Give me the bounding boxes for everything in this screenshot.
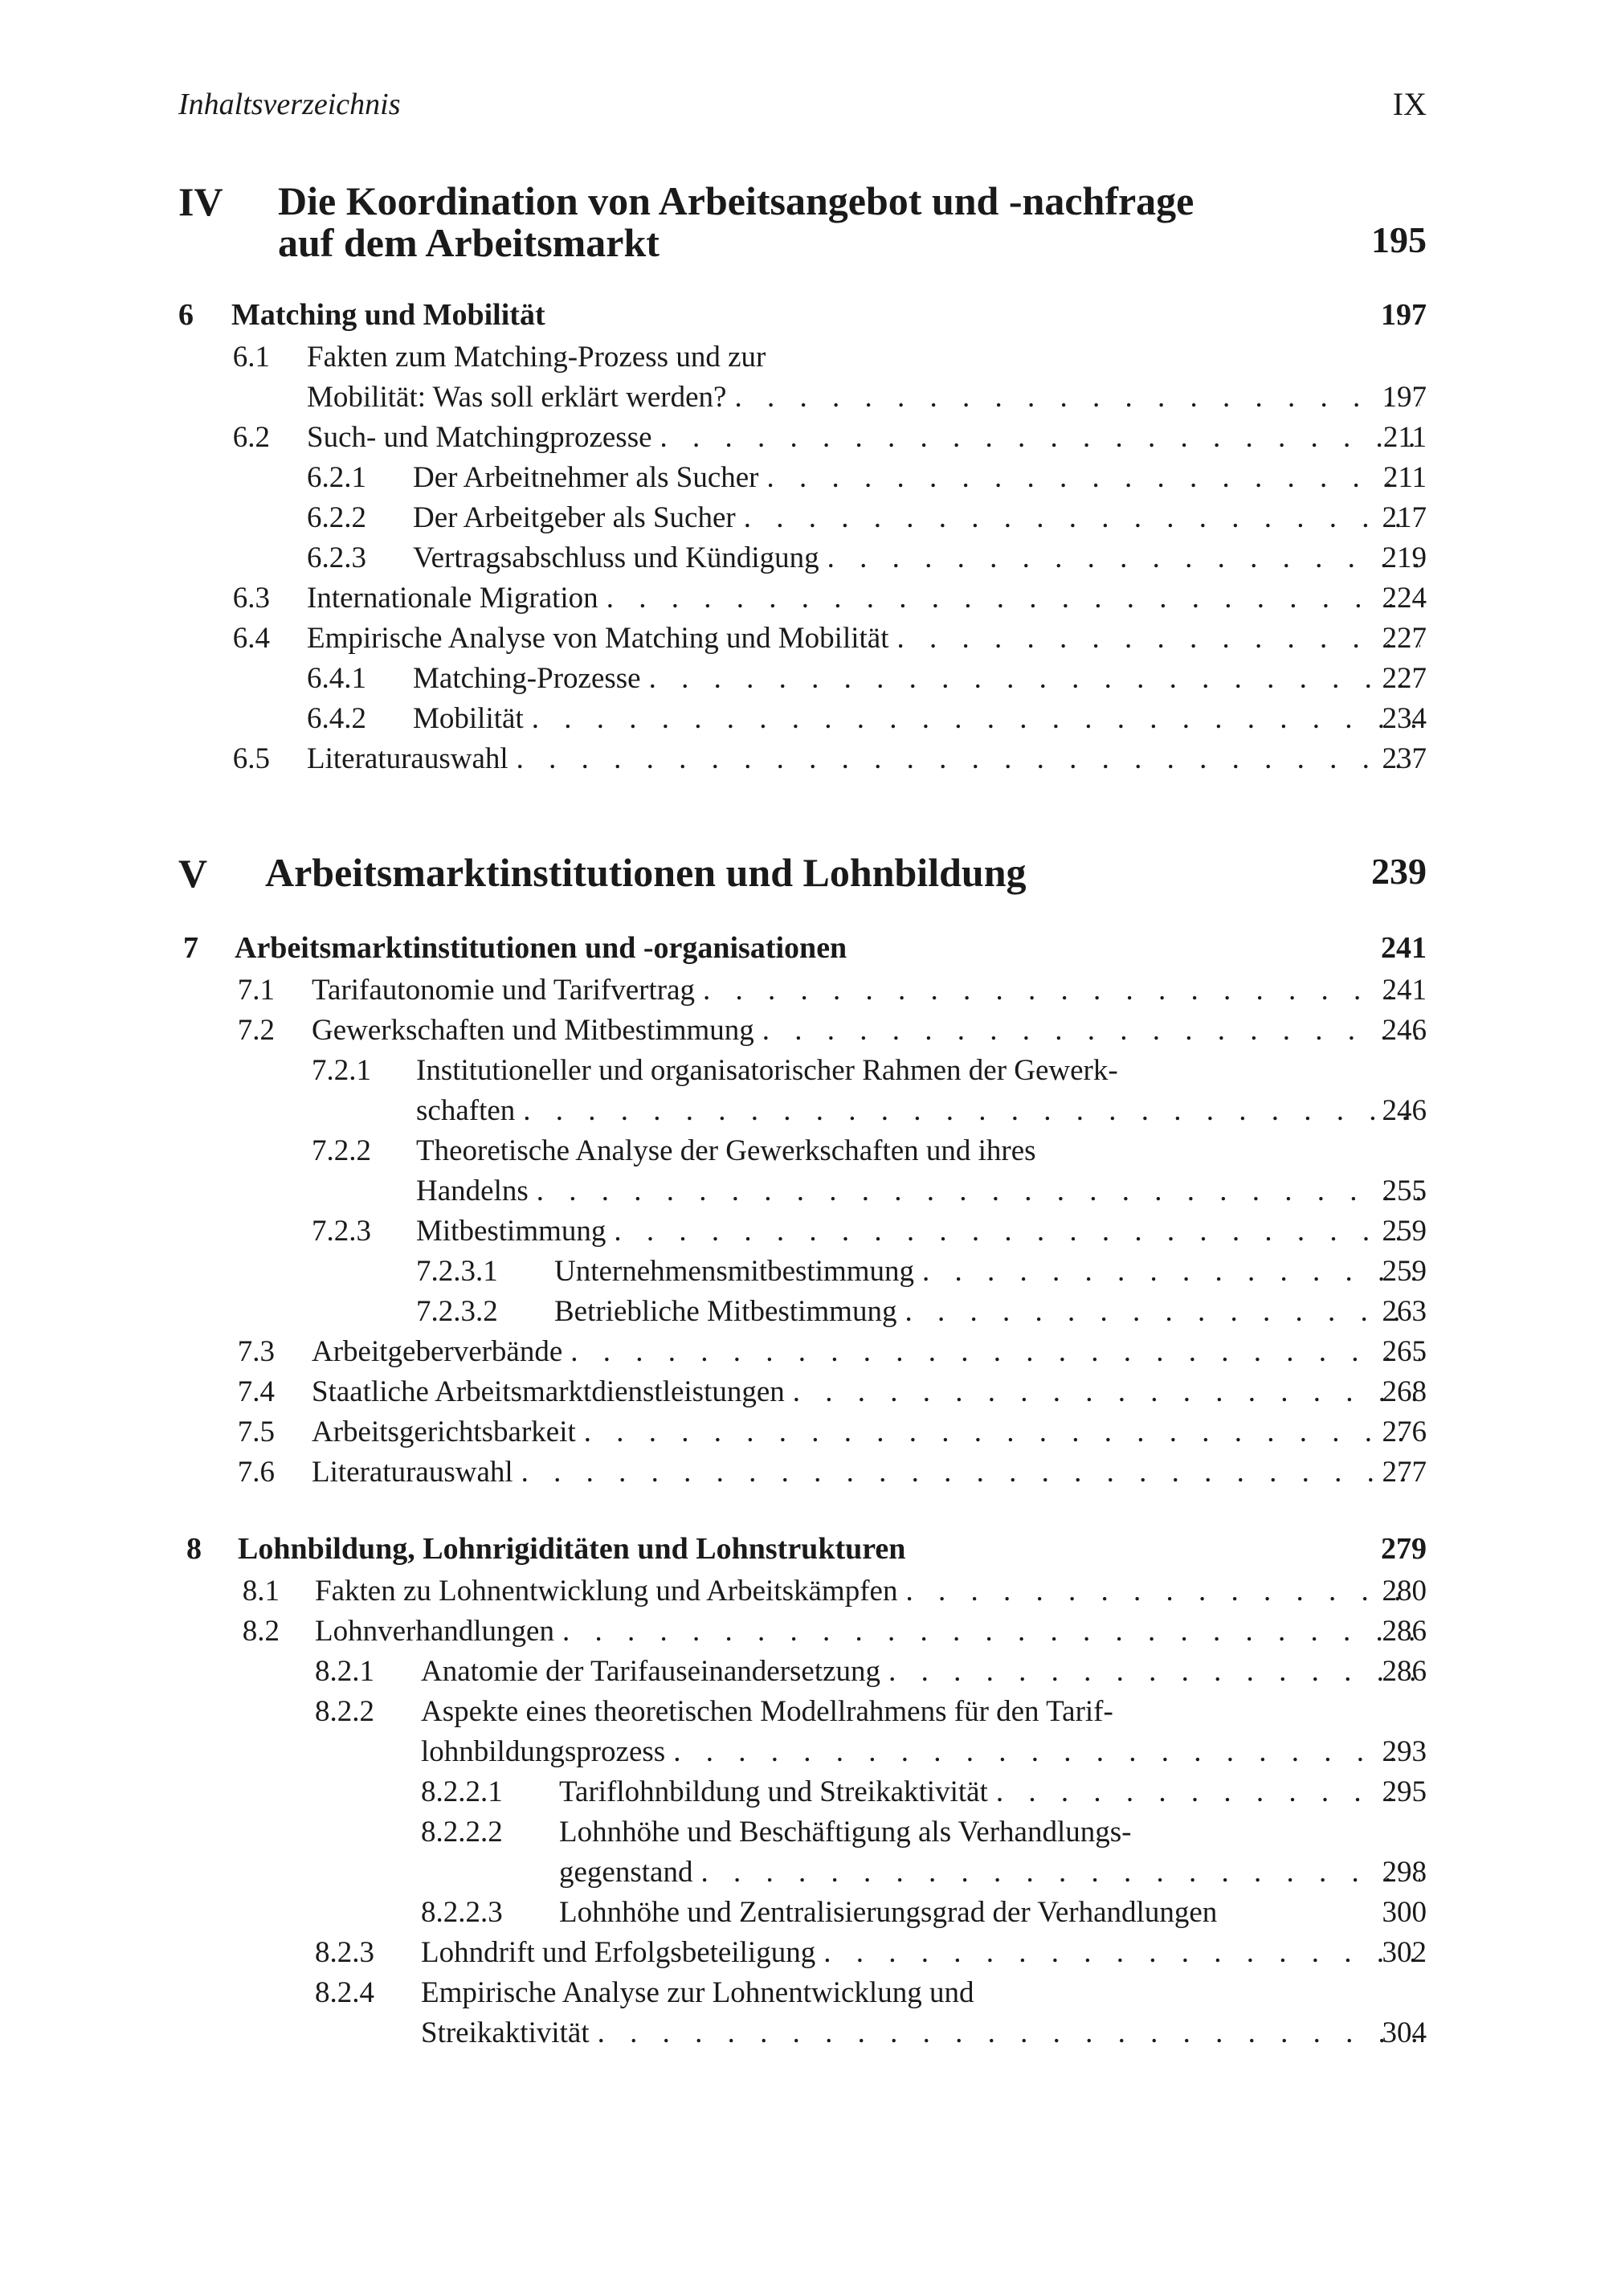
entry-number: 6.3 (232, 582, 270, 615)
entry-title: Such- und Matchingprozesse (307, 421, 652, 454)
entry-number: 7.2 (237, 1014, 275, 1047)
page-number: IX (1392, 86, 1427, 122)
entry-title: lohnbildungsprozess (421, 1735, 666, 1768)
entry-page: 259 (1382, 1255, 1427, 1288)
entry-number: 7.2.1 (312, 1054, 371, 1087)
entry-page: 241 (1382, 974, 1427, 1007)
entry-title-line1: Aspekte eines theoretischen Modellrahmens für den Tarif- (421, 1695, 1113, 1728)
entry-number: 7.2.2 (312, 1134, 371, 1167)
entry-page: 286 (1382, 1615, 1427, 1648)
entry-number: 7.6 (237, 1456, 275, 1489)
dot-leader (532, 699, 1420, 739)
dot-leader (570, 1332, 1420, 1372)
dot-leader (888, 1652, 1420, 1692)
chapter-title: Matching und Mobilität (231, 298, 545, 332)
entry-number: 7.2.3 (312, 1215, 371, 1248)
entry-title: schaften (416, 1094, 516, 1127)
entry-title: Staatliche Arbeitsmarktdienstleistungen (312, 1375, 785, 1408)
entry-title: Arbeitsgerichtsbarkeit (312, 1416, 576, 1448)
entry-page: 276 (1382, 1416, 1427, 1448)
chapter-6 (0, 297, 1613, 337)
entry-title: Der Arbeitnehmer als Sucher (413, 461, 759, 494)
entry-page: 211 (1382, 461, 1427, 494)
entry-page: 197 (1382, 381, 1427, 414)
dot-leader (673, 1732, 1420, 1772)
entry-number: 6.4.1 (307, 662, 366, 695)
dot-leader (703, 970, 1420, 1011)
entry-title: Streikaktivität (421, 2016, 590, 2049)
entry-title: Literaturauswahl (307, 742, 508, 775)
part-page: 195 (1371, 219, 1427, 260)
entry-title: Gewerkschaften und Mitbestimmung (312, 1014, 754, 1047)
entry-title: Lohnverhandlungen (315, 1615, 554, 1648)
chapter-number: 7 (183, 931, 198, 965)
entry-title-line1: Lohnhöhe und Beschäftigung als Verhandlungs- (559, 1816, 1132, 1849)
dot-leader (606, 578, 1420, 619)
entry-page: 234 (1382, 702, 1427, 735)
entry-page: 217 (1382, 501, 1427, 534)
entry-number: 7.2.3.2 (416, 1295, 498, 1328)
entry-page: 277 (1382, 1456, 1427, 1489)
entry-title-line1: Theoretische Analyse der Gewerkschaften und ihres (416, 1134, 1036, 1167)
part-number: V (178, 851, 208, 896)
dot-leader (700, 1853, 1420, 1893)
dot-leader (517, 739, 1420, 779)
entry-number: 6.1 (232, 341, 270, 374)
chapter-page: 279 (1381, 1532, 1427, 1566)
chapter-page: 197 (1381, 298, 1427, 332)
entry-title: Anatomie der Tarifauseinandersetzung (421, 1655, 881, 1688)
entry-title: gegenstand (559, 1856, 693, 1889)
entry-page: 246 (1382, 1094, 1427, 1127)
entry-number: 7.2.3.1 (416, 1255, 498, 1288)
chapter-8 (0, 1531, 1613, 1571)
entry-title: Empirische Analyse von Matching und Mobilität (307, 622, 889, 655)
entry-number: 7.4 (237, 1375, 275, 1408)
entry-title: Mitbestimmung (416, 1215, 606, 1248)
chapter-title: Arbeitsmarktinstitutionen und -organisationen (235, 931, 847, 965)
part-title-line2: auf dem Arbeitsmarkt (278, 220, 659, 265)
dot-leader (744, 498, 1420, 538)
entry-page: 286 (1382, 1655, 1427, 1688)
entry-number: 6.2.2 (307, 501, 366, 534)
entry-page: 259 (1382, 1215, 1427, 1248)
dot-leader (762, 1011, 1420, 1051)
entry-number: 7.1 (237, 974, 275, 1007)
entry-number: 6.5 (232, 742, 270, 775)
entry-title: Mobilität (413, 702, 524, 735)
entry-number: 8.2.2.2 (421, 1816, 503, 1849)
entry-number: 8.2.3 (315, 1936, 374, 1969)
entry-title-line1: Fakten zum Matching-Prozess und zur (307, 341, 766, 374)
dot-leader (996, 1772, 1420, 1812)
dot-leader (734, 378, 1420, 418)
entry-number: 6.2.1 (307, 461, 366, 494)
dot-leader (598, 2013, 1420, 2053)
entry-title-line1: Institutioneller und organisatorischer Rahmen der Gewerk- (416, 1054, 1118, 1087)
entry-page: 268 (1382, 1375, 1427, 1408)
entry-number: 6.4.2 (307, 702, 366, 735)
chapter-number: 6 (178, 298, 194, 332)
dot-leader (537, 1171, 1420, 1211)
entry-page: 227 (1382, 662, 1427, 695)
entry-number: 7.5 (237, 1416, 275, 1448)
entry-page: 280 (1382, 1575, 1427, 1608)
part-title-line1: Die Koordination von Arbeitsangebot und -nachfrage (278, 178, 1194, 223)
entry-page: 263 (1382, 1295, 1427, 1328)
part-page: 239 (1371, 851, 1427, 892)
entry-number: 8.2.2 (315, 1695, 374, 1728)
entry-number: 8.2.1 (315, 1655, 374, 1688)
entry-title: Lohndrift und Erfolgsbeteiligung (421, 1936, 816, 1969)
entry-number: 6.2.3 (307, 541, 366, 574)
entry-title: Tarifautonomie und Tarifvertrag (312, 974, 696, 1007)
entry-page: 293 (1382, 1735, 1427, 1768)
entry-number: 8.1 (242, 1575, 280, 1608)
dot-leader (896, 619, 1420, 659)
dot-leader (793, 1372, 1420, 1412)
entry-title: Lohnhöhe und Zentralisierungsgrad der Verhandlungen (559, 1896, 1218, 1929)
entry-title: Handelns (416, 1175, 529, 1207)
entry-page: 298 (1382, 1856, 1427, 1889)
entry-number: 8.2.2.3 (421, 1896, 503, 1929)
entry-title: Der Arbeitgeber als Sucher (413, 501, 736, 534)
chapter-number: 8 (186, 1532, 202, 1566)
dot-leader (767, 458, 1421, 498)
entry-title-line1: Empirische Analyse zur Lohnentwicklung und (421, 1976, 974, 2009)
dot-leader (905, 1571, 1420, 1612)
entry-number: 8.2 (242, 1615, 280, 1648)
entry-title: Mobilität: Was soll erklärt werden? (307, 381, 727, 414)
entry-page: 224 (1382, 582, 1427, 615)
entry-page: 300 (1382, 1896, 1427, 1929)
dot-leader (827, 538, 1420, 578)
entry-title: Internationale Migration (307, 582, 598, 615)
chapter-7 (0, 930, 1613, 970)
entry-title: Literaturauswahl (312, 1456, 513, 1489)
dot-leader (614, 1211, 1420, 1252)
part-title: Arbeitsmarktinstitutionen und Lohnbildung (265, 850, 1027, 895)
entry-title: Unternehmensmitbestimmung (554, 1255, 915, 1288)
entry-page: 295 (1382, 1775, 1427, 1808)
chapter-title: Lohnbildung, Lohnrigiditäten und Lohnstrukturen (238, 1532, 906, 1566)
dot-leader (584, 1412, 1420, 1452)
entry-page: 227 (1382, 622, 1427, 655)
dot-leader (649, 659, 1420, 699)
dot-leader (823, 1933, 1420, 1973)
entry-title: Tariflohnbildung und Streikaktivität (559, 1775, 988, 1808)
entry-page: 219 (1382, 541, 1427, 574)
running-title: Inhaltsverzeichnis (178, 88, 401, 121)
dot-leader (523, 1091, 1420, 1131)
dot-leader (922, 1252, 1420, 1292)
entry-title: Matching-Prozesse (413, 662, 641, 695)
entry-title: Arbeitgeberverbände (312, 1335, 563, 1368)
entry-number: 8.2.2.1 (421, 1775, 503, 1808)
dot-leader (905, 1292, 1420, 1332)
entry-page: 246 (1382, 1014, 1427, 1047)
entry-page: 302 (1382, 1936, 1427, 1969)
entry-number: 6.4 (232, 622, 270, 655)
part-number: IV (178, 179, 223, 224)
chapter-page: 241 (1381, 931, 1427, 965)
entry-page: 265 (1382, 1335, 1427, 1368)
dot-leader (521, 1452, 1420, 1493)
entry-title: Betriebliche Mitbestimmung (554, 1295, 897, 1328)
dot-leader (562, 1612, 1420, 1652)
entry-title: Fakten zu Lohnentwicklung und Arbeitskämpfen (315, 1575, 898, 1608)
dot-leader (660, 418, 1420, 458)
entry-number: 6.2 (232, 421, 270, 454)
entry-title: Vertragsabschluss und Kündigung (413, 541, 819, 574)
entry-page: 304 (1382, 2016, 1427, 2049)
entry-page: 211 (1382, 421, 1427, 454)
entry-page: 237 (1382, 742, 1427, 775)
entry-page: 255 (1382, 1175, 1427, 1207)
entry-number: 7.3 (237, 1335, 275, 1368)
entry-number: 8.2.4 (315, 1976, 374, 2009)
